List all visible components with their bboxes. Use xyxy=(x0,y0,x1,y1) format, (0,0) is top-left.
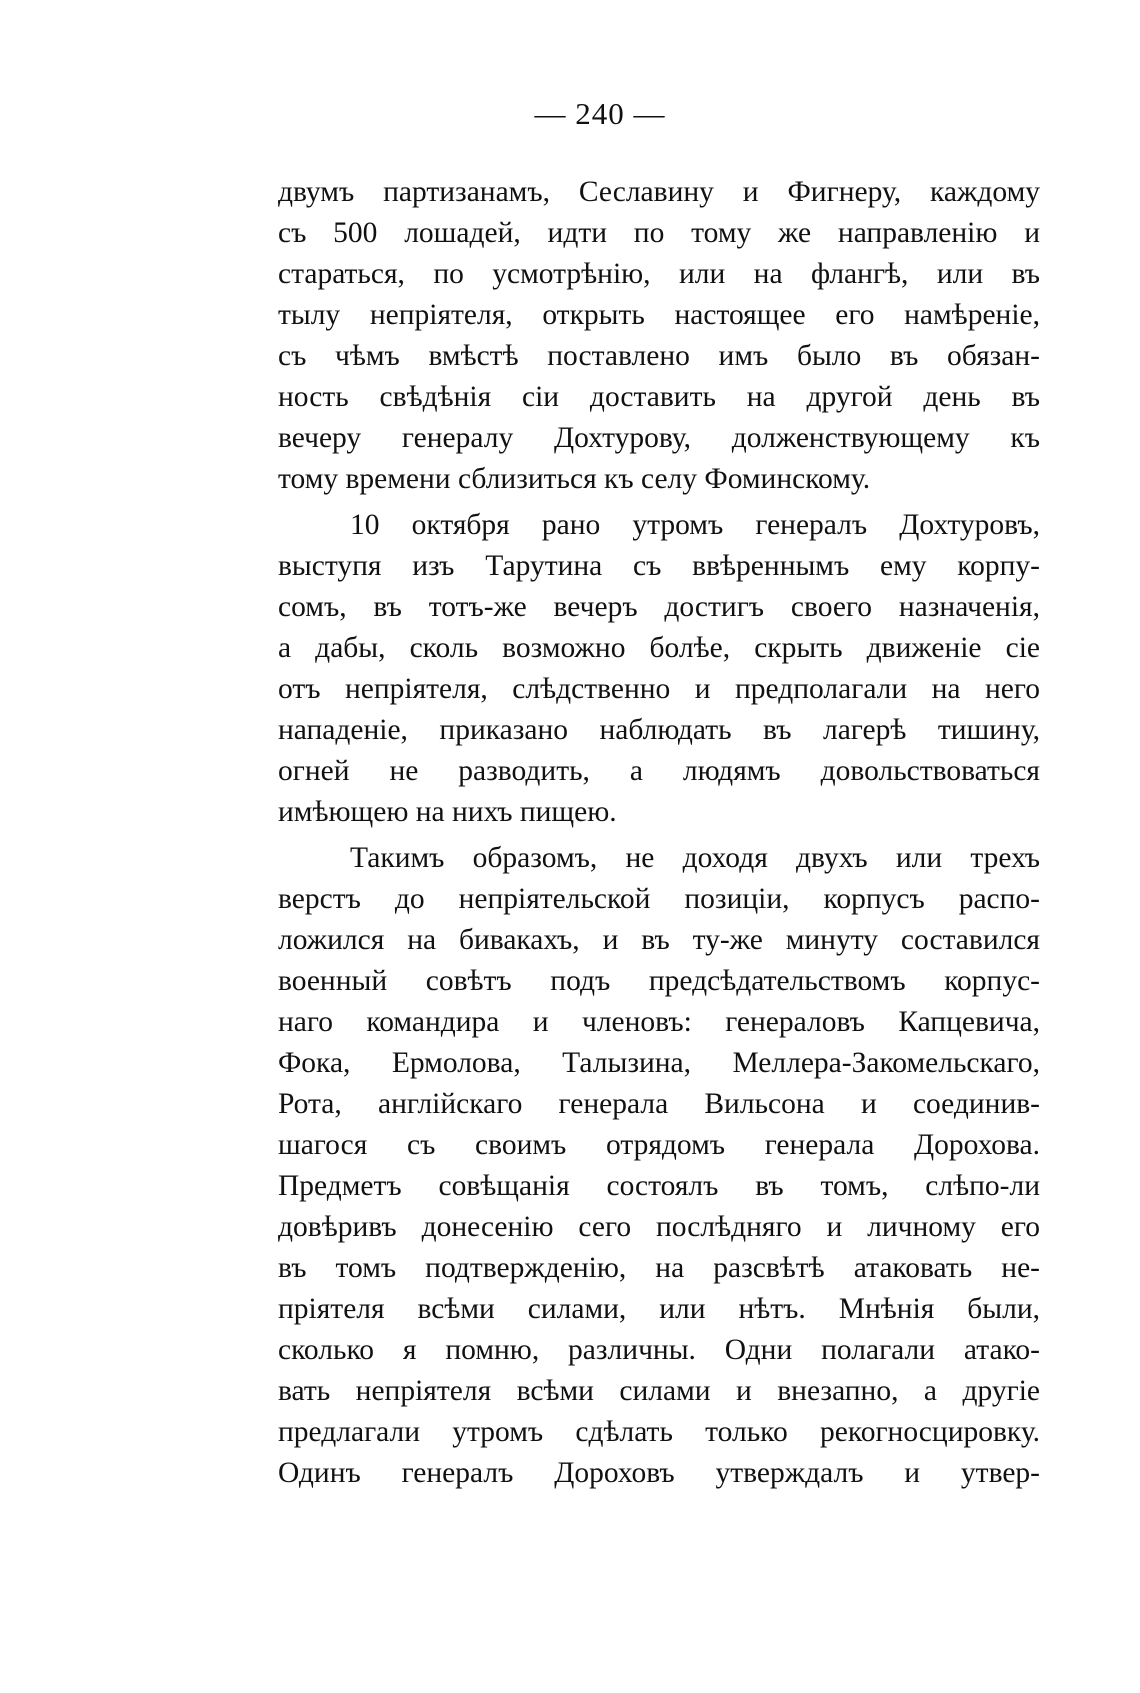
paragraph-3 xyxy=(278,838,1040,1494)
text-line: вечеру генералу Дохтурову, долженствующему къ xyxy=(278,422,1040,454)
text-line: наго командира и членовъ: генераловъ Капцевича, xyxy=(278,1006,1040,1038)
body-text xyxy=(278,172,1040,1499)
text-line: сомъ, въ тотъ-же вечеръ достигъ своего назначенія, xyxy=(278,591,1040,623)
text-line: 10 октября рано утромъ генералъ Дохтуровъ, xyxy=(350,509,1040,541)
text-line: имѣющею на нихъ пищею. xyxy=(278,796,617,828)
text-line: верстъ до непріятельской позиціи, корпусъ распо- xyxy=(278,883,1040,915)
text-line: Фока, Ермолова, Талызина, Меллера-Закомельскаго, xyxy=(278,1047,1040,1079)
text-line: ность свѣдѣнія сіи доставить на другой день въ xyxy=(278,381,1040,413)
text-line: шагося съ своимъ отрядомъ генерала Дорохова. xyxy=(278,1129,1040,1161)
text-line: Предметъ совѣщанія состоялъ въ томъ, слѣпо-ли xyxy=(278,1170,1040,1202)
text-line: ложился на бивакахъ, и въ ту-же минуту составился xyxy=(278,924,1040,956)
text-line: Такимъ образомъ, не доходя двухъ или трехъ xyxy=(350,842,1040,874)
text-line: выступя изъ Тарутина съ ввѣреннымъ ему корпу- xyxy=(278,550,1040,582)
text-line: вать непріятеля всѣми силами и внезапно, а другіе xyxy=(278,1375,1040,1407)
text-line: предлагали утромъ сдѣлать только рекогносцировку. xyxy=(278,1416,1040,1448)
text-line: военный совѣтъ подъ предсѣдательствомъ корпус- xyxy=(278,965,1040,997)
text-line: отъ непріятеля, слѣдственно и предполагали на него xyxy=(278,673,1040,705)
text-line: Рота, англійскаго генерала Вильсона и соединив- xyxy=(278,1088,1040,1120)
text-line: въ томъ подтвержденію, на разсвѣтѣ атаковать не- xyxy=(278,1252,1040,1284)
text-line: съ 500 лошадей, идти по тому же направленію и xyxy=(278,217,1040,249)
paragraph-1 xyxy=(278,172,1040,500)
page-number: — 240 — xyxy=(534,96,666,131)
text-line: нападеніе, приказано наблюдать въ лагерѣ тишину, xyxy=(278,714,1040,746)
text-line: Одинъ генералъ Дороховъ утверждалъ и утвер- xyxy=(278,1457,1040,1489)
text-line: тылу непріятеля, открыть настоящее его намѣреніе, xyxy=(278,299,1040,331)
text-line: огней не разводить, а людямъ довольствоваться xyxy=(278,755,1040,787)
text-line: стараться, по усмотрѣнію, или на флангѣ, или въ xyxy=(278,258,1040,290)
text-line: двумъ партизанамъ, Сеславину и Фигнеру, каждому xyxy=(278,176,1040,208)
text-line: пріятеля всѣми силами, или нѣтъ. Мнѣнія были, xyxy=(278,1293,1040,1325)
text-line: довѣривъ донесенію сего послѣдняго и личному его xyxy=(278,1211,1040,1243)
text-line: тому времени сблизиться къ селу Фоминскому. xyxy=(278,463,871,495)
text-line: а дабы, сколь возможно болѣе, скрыть движеніе сіе xyxy=(278,632,1040,664)
text-line: сколько я помню, различны. Одни полагали атако- xyxy=(278,1334,1040,1366)
text-line: съ чѣмъ вмѣстѣ поставлено имъ было въ обязан- xyxy=(278,340,1040,372)
paragraph-2 xyxy=(278,505,1040,833)
